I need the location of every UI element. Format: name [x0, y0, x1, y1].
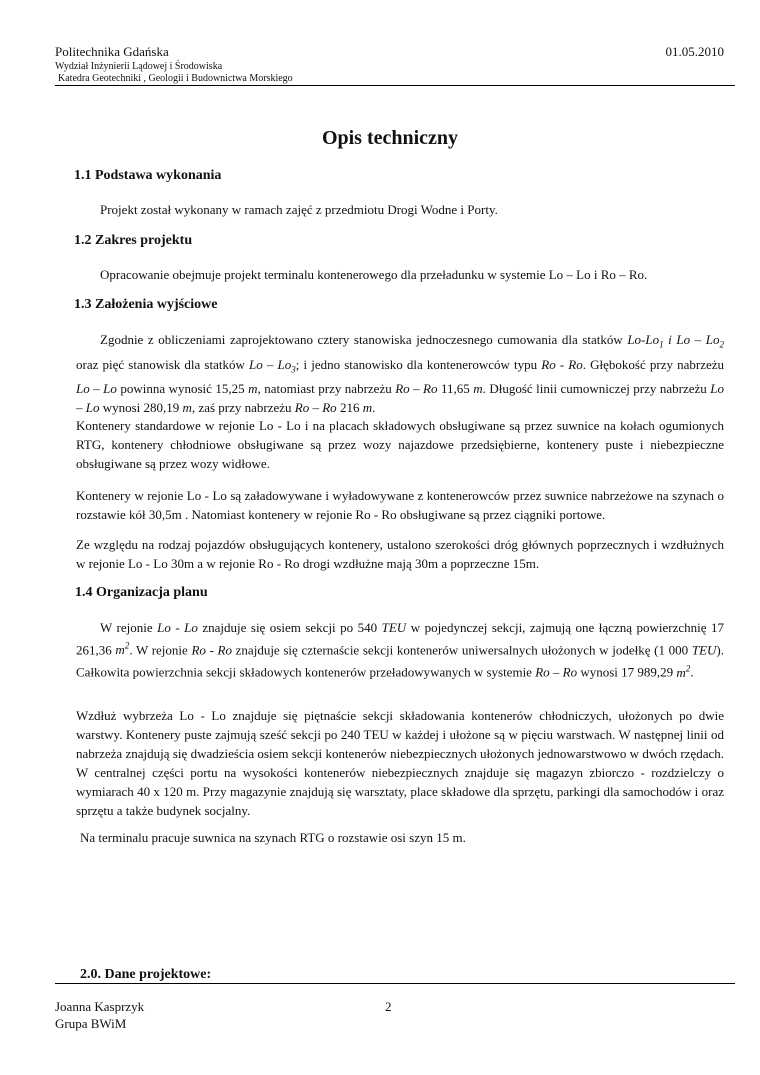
paragraph-1-3-a: Zgodnie z obliczeniami zaprojektowano cztery stanowiska jednoczesnego cumowania dla statków $Lo-Lo_1$ i Lo – $Lo_2$ oraz pięć stanowisk dla statków Lo – $Lo_3$; i jedno stanowisko dla kontenerowców typu Ro - Ro. Głębokość przy nabrzeżu Lo – Lo powinna wynosić 15,25 m, natomiast przy nabrzeżu Ro – Ro 11,65 m. Długość linii cumowniczej przy nabrzeżu Lo – Lo wynosi 280,19 m, zaś przy nabrzeżu Ro – Ro 216 m. — [76, 332, 725, 416]
department-name: Katedra Geotechniki , Geologii i Budownictwa Morskiego — [58, 73, 293, 84]
paragraph-1-1: Projekt został wykonany w ramach zajęć z przedmiotu Drogi Wodne i Porty. — [100, 202, 498, 217]
paragraph-1-3-b: Kontenery standardowe w rejonie Lo - Lo i na placach składowych obsługiwane są przez suwnice na kołach ogumionych RTG, kontenery chłodniowe obsługiwane są przez wozy najazdowe przedsiębierne, kontenery puste i niebezpieczne obsługiwane są przez wozy widłowe. — [76, 418, 724, 471]
section-heading-1-2: 1.2 Zakres projektu — [74, 233, 193, 248]
university-name: Politechnika Gdańska — [55, 44, 169, 59]
section-heading-1-4: 1.4 Organizacja planu — [75, 585, 208, 600]
page-number: 2 — [385, 999, 392, 1014]
document-date: 01.05.2010 — [665, 44, 724, 59]
footer-divider — [55, 983, 735, 984]
paragraph-1-3-c: Kontenery w rejonie Lo - Lo są załadowywane i wyładowywane z kontenerowców przez suwnice nabrzeżowe na szynach o rozstawie kół 30,5m . Natomiast kontenery w rejonie Ro - Ro obsługiwane są przez ciągniki portowe. — [76, 488, 724, 522]
paragraph-1-3-d: Ze względu na rodzaj pojazdów obsługujących kontenery, ustalono szerokości dróg głównych poprzecznych i wzdłużnych w rejonie Lo - Lo 30m a w rejonie Ro - Ro drogi wzdłużne mają 30m a poprzeczne 15m. — [76, 537, 724, 571]
page-title: Opis techniczny — [321, 127, 459, 149]
header-divider — [55, 85, 735, 86]
paragraph-1-4-a: W rejonie Lo - Lo znajduje się osiem sekcji po 540 TEU w pojedynczej sekcji, zajmują one łączną powierzchnię 17 261,36 $m^2$. W rejonie Ro - Ro znajduje się czternaście sekcji kontenerów uniwersalnych ułożonych w jodełkę (1 000 TEU). Całkowita powierzchnia sekcji składowych kontenerów przeładowywanych w systemie Ro – Ro wynosi 17 989,29 $m^2$. — [76, 620, 724, 680]
author-group: Grupa BWiM — [55, 1016, 127, 1031]
paragraph-1-2: Opracowanie obejmuje projekt terminalu kontenerowego dla przeładunku w systemie Lo – Lo i Ro – Ro. — [100, 267, 648, 282]
section-heading-1-1: 1.1 Podstawa wykonania — [74, 168, 222, 183]
author-name: Joanna Kasprzyk — [55, 999, 145, 1014]
next-section-heading: 2.0. Dane projektowe: — [80, 967, 212, 982]
paragraph-1-4-c: Na terminalu pracuje suwnica na szynach RTG o rozstawie osi szyn 15 m. — [80, 830, 466, 845]
section-heading-1-3: 1.3 Założenia wyjściowe — [74, 297, 218, 312]
faculty-name: Wydział Inżynierii Lądowej i Środowiska — [55, 61, 223, 72]
paragraph-1-4-b: Wzdłuż wybrzeża Lo - Lo znajduje się piętnaście sekcji składowania kontenerów chłodniczych, ułożonych po dwie warstwy. Kontenery puste zajmują sześć sekcji po 240 TEU w każdej i ułożone są w pięciu warstwach. W następnej linii od nabrzeża znajdują się dwadzieścia osiem sekcji kontenerów niebezpiecznych ułożonych jednowarstwowo w dwóch rzędach. W centralnej części portu na wysokości kontenerów niebezpiecznych znajduje się magazyn zbiorczo - rozdzielczy o wymiarach 40 x 120 m. Przy magazynie znajdują się warsztaty, place składowe dla sprzętu, parkingi dla samochodów i oraz sprzętu a także budynek socjalny. — [76, 708, 724, 818]
